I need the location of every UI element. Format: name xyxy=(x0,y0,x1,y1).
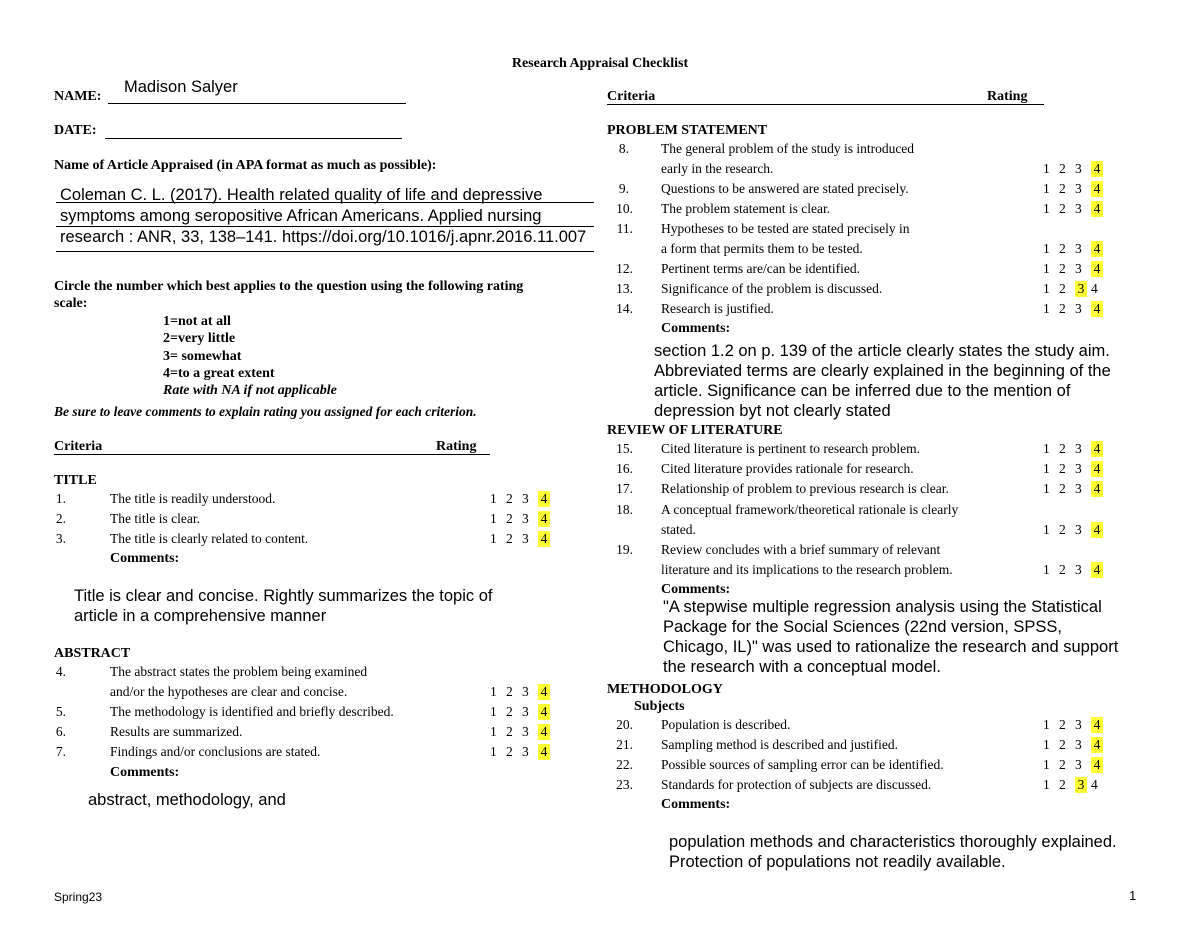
rating-option-4[interactable]: 4 xyxy=(1091,201,1103,217)
rating-option-4[interactable]: 4 xyxy=(1091,717,1103,733)
comment-text[interactable]: Abbreviated terms are clearly explained in the beginning of the xyxy=(654,362,1111,380)
rating-scale xyxy=(1043,301,1107,317)
rating-option-2[interactable]: 2 xyxy=(1059,562,1066,577)
rating-option-1[interactable]: 1 xyxy=(1043,757,1050,772)
rating-scale xyxy=(1043,441,1107,457)
rating-option-4[interactable]: 4 xyxy=(1091,777,1098,792)
item-number: 8. xyxy=(618,141,629,156)
rating-option-2[interactable]: 2 xyxy=(1059,441,1066,456)
item-number: 14. xyxy=(616,301,633,316)
criterion-text: Research is justified. xyxy=(661,301,774,316)
rating-scale xyxy=(1043,481,1107,497)
rating-option-1[interactable]: 1 xyxy=(1043,301,1050,316)
item-number: 15. xyxy=(616,441,633,456)
rating-option-2[interactable]: 2 xyxy=(1059,301,1066,316)
scale-1: 1=not at all xyxy=(163,314,231,329)
comment-text[interactable]: Title is clear and concise. Rightly summarizes the topic of xyxy=(74,587,493,605)
criterion-text: The title is clear. xyxy=(110,511,200,526)
rating-option-4[interactable]: 4 xyxy=(1091,461,1103,477)
rating-option-2[interactable]: 2 xyxy=(506,744,513,759)
comment-text[interactable]: article in a comprehensive manner xyxy=(74,607,327,625)
rating-option-2[interactable]: 2 xyxy=(506,704,513,719)
comment-reminder: Be sure to leave comments to explain rating you assigned for each criterion. xyxy=(54,404,477,419)
rating-option-3[interactable]: 3 xyxy=(522,531,529,546)
rating-option-2[interactable]: 2 xyxy=(506,531,513,546)
rating-option-1[interactable]: 1 xyxy=(1043,562,1050,577)
name-field[interactable]: Madison Salyer xyxy=(124,78,238,96)
comment-text[interactable]: population methods and characteristics thoroughly explained. xyxy=(669,833,1117,851)
criterion-text: Findings and/or conclusions are stated. xyxy=(110,744,321,759)
rating-option-4[interactable]: 4 xyxy=(538,531,550,547)
criterion-text-cont: a form that permits them to be tested. xyxy=(661,241,863,256)
rating-option-1[interactable]: 1 xyxy=(1043,461,1050,476)
rating-scale xyxy=(1043,281,1107,297)
rating-scale xyxy=(490,511,554,527)
name-label: NAME: xyxy=(54,89,102,104)
rating-option-1[interactable]: 1 xyxy=(1043,181,1050,196)
header-underline-right xyxy=(607,104,1044,105)
rating-scale xyxy=(1043,777,1107,793)
rating-option-3[interactable]: 3 xyxy=(1075,241,1082,256)
rating-scale xyxy=(1043,161,1107,177)
item-number: 22. xyxy=(616,757,633,772)
rating-option-2[interactable]: 2 xyxy=(1059,522,1066,537)
article-label: Name of Article Appraised (in APA format as much as possible): xyxy=(54,158,437,173)
comment-text[interactable]: article. Significance can be inferred due to the mention of xyxy=(654,382,1071,400)
rating-option-2[interactable]: 2 xyxy=(1059,461,1066,476)
rating-option-1[interactable]: 1 xyxy=(490,531,497,546)
criterion-text-cont: stated. xyxy=(661,522,696,537)
criterion-text-cont: and/or the hypotheses are clear and concise. xyxy=(110,684,348,699)
rating-scale xyxy=(490,704,554,720)
rating-option-2[interactable]: 2 xyxy=(1059,717,1066,732)
criterion-text: Hypotheses to be tested are stated precisely in xyxy=(661,221,910,236)
rating-option-1[interactable]: 1 xyxy=(490,684,497,699)
rating-option-3[interactable]: 3 xyxy=(522,684,529,699)
section-heading-literature: REVIEW OF LITERATURE xyxy=(607,423,783,438)
rating-option-2[interactable]: 2 xyxy=(506,724,513,739)
rating-option-3[interactable]: 3 xyxy=(522,491,529,506)
item-number: 13. xyxy=(616,281,633,296)
rating-option-1[interactable]: 1 xyxy=(490,511,497,526)
page-title: Research Appraisal Checklist xyxy=(511,56,689,71)
rating-scale xyxy=(490,531,554,547)
article-text-2[interactable]: symptoms among seropositive African Americans. Applied nursing xyxy=(60,207,542,225)
rating-option-4[interactable]: 4 xyxy=(1091,441,1103,457)
item-number: 10. xyxy=(616,201,633,216)
rating-scale xyxy=(490,744,554,760)
rating-option-3[interactable]: 3 xyxy=(522,704,529,719)
criterion-text: Sampling method is described and justified. xyxy=(661,737,898,752)
rating-scale xyxy=(490,724,554,740)
rating-option-4[interactable]: 4 xyxy=(1091,481,1103,497)
rating-option-1[interactable]: 1 xyxy=(1043,241,1050,256)
criterion-text: The title is clearly related to content. xyxy=(110,531,309,546)
comment-text[interactable]: "A stepwise multiple regression analysis using the Statistical xyxy=(663,598,1102,616)
article-line-3 xyxy=(56,251,594,252)
rating-option-4[interactable]: 4 xyxy=(538,724,550,740)
rating-option-2[interactable]: 2 xyxy=(1059,757,1066,772)
rating-option-4[interactable]: 4 xyxy=(538,704,550,720)
rating-scale xyxy=(490,684,554,700)
date-field[interactable] xyxy=(105,138,402,139)
rating-option-1[interactable]: 1 xyxy=(1043,261,1050,276)
header-underline-left xyxy=(54,454,490,455)
rating-scale xyxy=(1043,461,1107,477)
criterion-text: The general problem of the study is introduced xyxy=(661,141,915,156)
criterion-text: The problem statement is clear. xyxy=(661,201,831,216)
rating-option-3[interactable]: 3 xyxy=(522,511,529,526)
criterion-text: A conceptual framework/theoretical rationale is clearly xyxy=(661,502,959,517)
criteria-header-left: Criteria xyxy=(54,439,103,454)
rating-option-4[interactable]: 4 xyxy=(1091,301,1103,317)
item-number: 6. xyxy=(55,724,66,739)
comments-label: Comments: xyxy=(661,321,731,336)
rating-option-1[interactable]: 1 xyxy=(490,491,497,506)
item-number: 7. xyxy=(55,744,66,759)
rating-option-3[interactable]: 3 xyxy=(1075,181,1082,196)
item-number: 21. xyxy=(616,737,633,752)
rating-option-1[interactable]: 1 xyxy=(1043,481,1050,496)
criterion-text: Significance of the problem is discussed. xyxy=(661,281,883,296)
rating-option-4[interactable]: 4 xyxy=(538,511,550,527)
rating-option-3[interactable]: 3 xyxy=(522,744,529,759)
item-number: 5. xyxy=(55,704,66,719)
rating-option-3[interactable]: 3 xyxy=(522,724,529,739)
rating-option-2[interactable]: 2 xyxy=(1059,281,1066,296)
rating-scale xyxy=(1043,522,1107,538)
criterion-text: The title is readily understood. xyxy=(110,491,276,506)
rating-option-1[interactable]: 1 xyxy=(490,724,497,739)
item-number: 11. xyxy=(616,221,633,236)
item-number: 4. xyxy=(55,664,66,679)
article-text-1[interactable]: Coleman C. L. (2017). Health related quality of life and depressive xyxy=(60,186,543,204)
rating-option-4[interactable]: 4 xyxy=(1091,281,1098,296)
comment-text[interactable]: Protection of populations not readily available. xyxy=(669,853,1006,871)
rating-scale xyxy=(1043,757,1107,773)
criterion-text: Results are summarized. xyxy=(110,724,243,739)
rating-option-4[interactable]: 4 xyxy=(1091,757,1103,773)
comment-text[interactable]: abstract, methodology, and xyxy=(88,791,286,809)
criterion-text: Cited literature is pertinent to research problem. xyxy=(661,441,921,456)
rating-option-3[interactable]: 3 xyxy=(1075,441,1082,456)
criterion-text-cont: early in the research. xyxy=(661,161,774,176)
comment-text[interactable]: the research with a conceptual model. xyxy=(663,658,941,676)
rating-option-1[interactable]: 1 xyxy=(490,744,497,759)
rating-header-right: Rating xyxy=(987,89,1028,104)
item-number: 2. xyxy=(55,511,66,526)
scale-2: 2=very little xyxy=(163,331,236,346)
rating-option-4[interactable]: 4 xyxy=(1091,241,1103,257)
rating-option-2[interactable]: 2 xyxy=(506,491,513,506)
rating-option-3[interactable]: 3 xyxy=(1075,161,1082,176)
comment-text[interactable]: depression byt not clearly stated xyxy=(654,402,891,420)
criterion-text: Population is described. xyxy=(661,717,791,732)
rating-option-3[interactable]: 3 xyxy=(1075,562,1082,577)
footer-term: Spring23 xyxy=(54,890,103,904)
rating-option-2[interactable]: 2 xyxy=(1059,241,1066,256)
rating-option-2[interactable]: 2 xyxy=(1059,201,1066,216)
item-number: 1. xyxy=(55,491,66,506)
rating-option-1[interactable]: 1 xyxy=(490,704,497,719)
page-number: 1 xyxy=(1129,888,1137,903)
rating-option-1[interactable]: 1 xyxy=(1043,522,1050,537)
rating-option-1[interactable]: 1 xyxy=(1043,201,1050,216)
rating-option-3[interactable]: 3 xyxy=(1075,717,1082,732)
section-heading-title: TITLE xyxy=(54,473,97,488)
comments-label: Comments: xyxy=(110,765,180,780)
item-number: 3. xyxy=(55,531,66,546)
name-line xyxy=(108,103,406,104)
rating-option-4[interactable]: 4 xyxy=(1091,161,1103,177)
criterion-text: The abstract states the problem being examined xyxy=(110,664,368,679)
item-number: 20. xyxy=(616,717,633,732)
criterion-text: Standards for protection of subjects are discussed. xyxy=(661,777,932,792)
rating-option-4[interactable]: 4 xyxy=(538,744,550,760)
rating-option-4[interactable]: 4 xyxy=(1091,522,1103,538)
instructions-line: Circle the number which best applies to the question using the following rating xyxy=(54,279,524,294)
rating-scale xyxy=(1043,562,1107,578)
rating-option-2[interactable]: 2 xyxy=(1059,777,1066,792)
article-text-3[interactable]: research : ANR, 33, 138–141. https://doi.org/10.1016/j.apnr.2016.11.007 xyxy=(60,228,587,246)
section-heading-problem: PROBLEM STATEMENT xyxy=(607,123,768,138)
rating-scale xyxy=(1043,717,1107,733)
scale-3: 3= somewhat xyxy=(163,349,242,364)
rating-option-2[interactable]: 2 xyxy=(1059,161,1066,176)
rating-option-3[interactable]: 3 xyxy=(1075,757,1082,772)
criterion-text: The methodology is identified and briefly described. xyxy=(110,704,394,719)
rating-option-2[interactable]: 2 xyxy=(506,684,513,699)
rating-option-3[interactable]: 3 xyxy=(1075,522,1082,537)
rating-option-3[interactable]: 3 xyxy=(1075,261,1082,276)
rating-scale xyxy=(490,491,554,507)
item-number: 17. xyxy=(616,481,633,496)
rating-option-4[interactable]: 4 xyxy=(1091,737,1103,753)
criterion-text: Relationship of problem to previous research is clear. xyxy=(661,481,949,496)
criterion-text: Questions to be answered are stated precisely. xyxy=(661,181,909,196)
rating-option-4[interactable]: 4 xyxy=(1091,181,1103,197)
rating-option-3[interactable]: 3 xyxy=(1075,777,1087,793)
item-number: 23. xyxy=(616,777,633,792)
rating-option-4[interactable]: 4 xyxy=(538,684,550,700)
item-number: 16. xyxy=(616,461,633,476)
criterion-text: Cited literature provides rationale for research. xyxy=(661,461,914,476)
rating-option-2[interactable]: 2 xyxy=(1059,181,1066,196)
scale-na: Rate with NA if not applicable xyxy=(163,383,337,398)
rating-option-4[interactable]: 4 xyxy=(1091,562,1103,578)
rating-option-1[interactable]: 1 xyxy=(1043,777,1050,792)
rating-option-2[interactable]: 2 xyxy=(1059,481,1066,496)
rating-option-1[interactable]: 1 xyxy=(1043,441,1050,456)
comments-label: Comments: xyxy=(661,582,731,597)
rating-option-3[interactable]: 3 xyxy=(1075,461,1082,476)
criterion-text: Pertinent terms are/can be identified. xyxy=(661,261,861,276)
rating-option-4[interactable]: 4 xyxy=(538,491,550,507)
rating-scale xyxy=(1043,201,1107,217)
criterion-text: Review concludes with a brief summary of relevant xyxy=(661,542,941,557)
rating-option-1[interactable]: 1 xyxy=(1043,281,1050,296)
item-number: 18. xyxy=(616,502,633,517)
section-heading-methodology: METHODOLOGY xyxy=(607,682,723,697)
rating-option-3[interactable]: 3 xyxy=(1075,201,1082,216)
comment-text[interactable]: Chicago, IL)" was used to rationalize the research and support xyxy=(663,638,1119,656)
rating-option-4[interactable]: 4 xyxy=(1091,261,1103,277)
rating-option-3[interactable]: 3 xyxy=(1075,301,1082,316)
rating-option-1[interactable]: 1 xyxy=(1043,737,1050,752)
item-number: 12. xyxy=(616,261,633,276)
section-heading-abstract: ABSTRACT xyxy=(54,646,131,661)
rating-option-3[interactable]: 3 xyxy=(1075,481,1082,496)
comment-text[interactable]: Package for the Social Sciences (22nd version, SPSS, xyxy=(663,618,1062,636)
rating-option-3[interactable]: 3 xyxy=(1075,281,1087,297)
rating-option-1[interactable]: 1 xyxy=(1043,717,1050,732)
comment-text[interactable]: section 1.2 on p. 139 of the article clearly states the study aim. xyxy=(654,342,1110,360)
instructions-scale-label: scale: xyxy=(54,296,88,311)
subheading-methodology: Subjects xyxy=(634,699,685,714)
rating-option-3[interactable]: 3 xyxy=(1075,737,1082,752)
comments-label: Comments: xyxy=(661,797,731,812)
rating-option-2[interactable]: 2 xyxy=(1059,261,1066,276)
rating-scale xyxy=(1043,261,1107,277)
item-number: 9. xyxy=(618,181,629,196)
article-line-2 xyxy=(56,226,594,227)
criterion-text: Possible sources of sampling error can be identified. xyxy=(661,757,944,772)
rating-header-left: Rating xyxy=(436,439,477,454)
comments-label: Comments: xyxy=(110,551,180,566)
rating-option-2[interactable]: 2 xyxy=(506,511,513,526)
rating-option-1[interactable]: 1 xyxy=(1043,161,1050,176)
date-label: DATE: xyxy=(54,123,97,138)
item-number: 19. xyxy=(616,542,633,557)
rating-scale xyxy=(1043,737,1107,753)
rating-option-2[interactable]: 2 xyxy=(1059,737,1066,752)
rating-scale xyxy=(1043,241,1107,257)
rating-scale xyxy=(1043,181,1107,197)
scale-4: 4=to a great extent xyxy=(163,366,275,381)
criterion-text-cont: literature and its implications to the research problem. xyxy=(661,562,953,577)
criteria-header-right: Criteria xyxy=(607,89,656,104)
